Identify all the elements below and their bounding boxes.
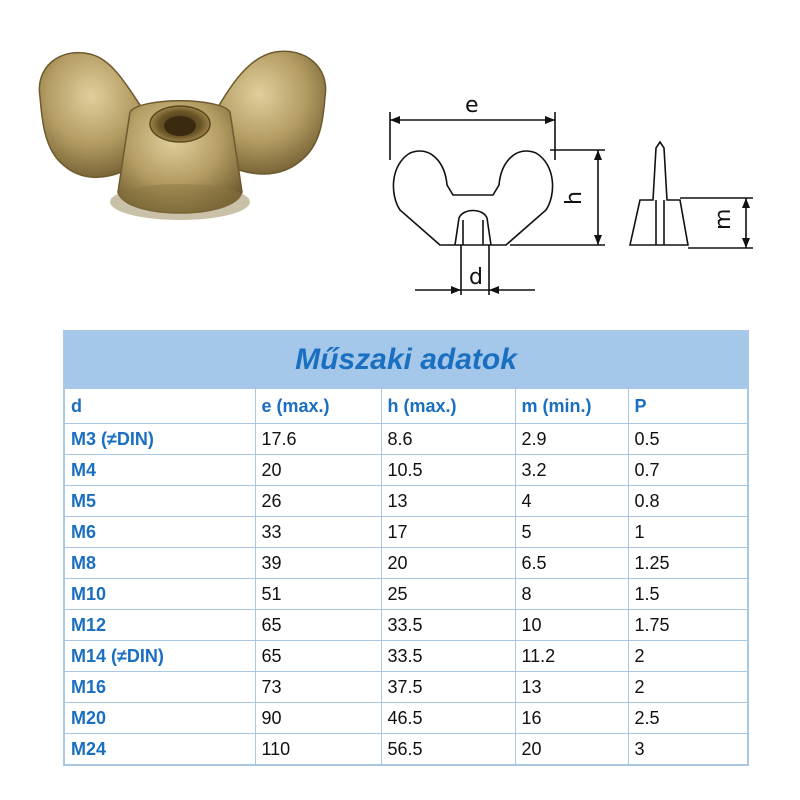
table-cell: 3 (628, 734, 748, 766)
table-cell: 11.2 (515, 641, 628, 672)
size-cell: M3 (≠DIN) (64, 424, 255, 455)
table-cell: 13 (381, 486, 515, 517)
table-row (64, 610, 748, 641)
column-header: d (64, 389, 255, 424)
table-row (64, 517, 748, 548)
table-title: Műszaki adatok (64, 331, 748, 389)
table-cell: 0.5 (628, 424, 748, 455)
size-cell: M24 (64, 734, 255, 766)
table-cell: 6.5 (515, 548, 628, 579)
table-row (64, 579, 748, 610)
table-cell: 2 (628, 641, 748, 672)
dim-h-label: h (562, 191, 587, 205)
table-row (64, 548, 748, 579)
specs-table (63, 330, 749, 766)
size-cell: M14 (≠DIN) (64, 641, 255, 672)
table-cell: 37.5 (381, 672, 515, 703)
table-row (64, 703, 748, 734)
table-cell: 17 (381, 517, 515, 548)
table-cell: 20 (381, 548, 515, 579)
table-cell: 0.7 (628, 455, 748, 486)
dim-e-label: e (465, 93, 479, 118)
table-cell: 2.5 (628, 703, 748, 734)
table-cell: 8 (515, 579, 628, 610)
column-header: e (max.) (255, 389, 381, 424)
wing-nut-photo (20, 42, 340, 247)
dim-d-label: d (469, 265, 483, 290)
table-cell: 20 (255, 455, 381, 486)
table-cell: 3.2 (515, 455, 628, 486)
table-cell: 39 (255, 548, 381, 579)
table-cell: 26 (255, 486, 381, 517)
table-cell: 2 (628, 672, 748, 703)
size-cell: M5 (64, 486, 255, 517)
table-row (64, 486, 748, 517)
table-cell: 1 (628, 517, 748, 548)
table-cell: 65 (255, 641, 381, 672)
table-cell: 33 (255, 517, 381, 548)
side-view-drawing (618, 140, 768, 260)
table-cell: 51 (255, 579, 381, 610)
table-cell: 90 (255, 703, 381, 734)
column-header: P (628, 389, 748, 424)
table-row (64, 641, 748, 672)
table-cell: 33.5 (381, 610, 515, 641)
table-cell: 1.75 (628, 610, 748, 641)
column-header: m (min.) (515, 389, 628, 424)
table-cell: 1.5 (628, 579, 748, 610)
dim-m-label: m (711, 208, 736, 230)
table-cell: 16 (515, 703, 628, 734)
size-cell: M10 (64, 579, 255, 610)
table-row (64, 455, 748, 486)
table-cell: 46.5 (381, 703, 515, 734)
table-cell: 8.6 (381, 424, 515, 455)
table-cell: 25 (381, 579, 515, 610)
size-cell: M4 (64, 455, 255, 486)
size-cell: M20 (64, 703, 255, 734)
size-cell: M6 (64, 517, 255, 548)
front-view-drawing (385, 90, 615, 300)
table-cell: 65 (255, 610, 381, 641)
table-cell: 0.8 (628, 486, 748, 517)
table-cell: 10.5 (381, 455, 515, 486)
table-row (64, 734, 748, 766)
table-header-row (64, 389, 748, 424)
table-cell: 73 (255, 672, 381, 703)
table-cell: 33.5 (381, 641, 515, 672)
table-cell: 1.25 (628, 548, 748, 579)
table-cell: 20 (515, 734, 628, 766)
table-cell: 5 (515, 517, 628, 548)
size-cell: M12 (64, 610, 255, 641)
table-cell: 2.9 (515, 424, 628, 455)
table-cell: 4 (515, 486, 628, 517)
table-cell: 110 (255, 734, 381, 766)
column-header: h (max.) (381, 389, 515, 424)
table-row (64, 424, 748, 455)
table-row (64, 672, 748, 703)
table-cell: 13 (515, 672, 628, 703)
table-cell: 56.5 (381, 734, 515, 766)
table-cell: 17.6 (255, 424, 381, 455)
size-cell: M16 (64, 672, 255, 703)
table-cell: 10 (515, 610, 628, 641)
size-cell: M8 (64, 548, 255, 579)
